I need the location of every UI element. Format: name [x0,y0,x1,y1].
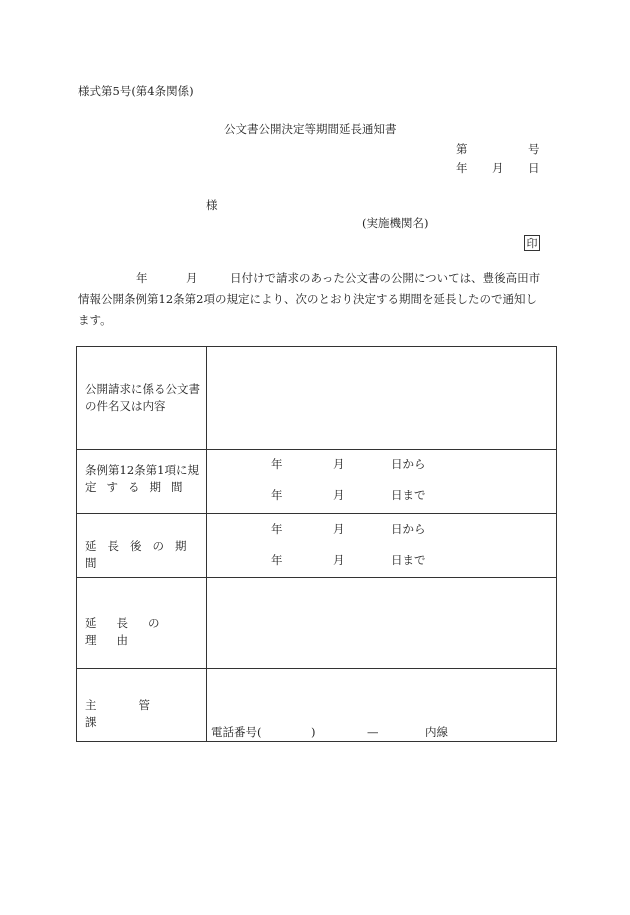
label-ordinance-period [85,462,200,496]
period2-from-day: 日から [391,522,426,536]
row-divider [77,449,556,450]
period2-to-day: 日まで [391,553,426,567]
period2-from-year: 年 [271,522,283,536]
row-divider [77,513,556,514]
phone-label: 電話番号( [211,725,262,739]
label-line: 公開請求に係る公文書 [85,382,200,396]
label-extension-reason: 延長の理由 [85,616,180,647]
label-line: 定する期間 [85,480,193,494]
label-document-subject [85,381,200,415]
notice-table [76,346,557,742]
label-department: 主管課 [85,698,192,729]
date-year: 年 [456,161,468,175]
row-divider [77,577,556,578]
table-column-divider [206,347,207,741]
document-title: 公文書公開決定等期間延長通知書 [224,122,397,136]
label-extended-period: 延長後の期間 [85,539,198,570]
period1-from-month: 月 [333,457,345,471]
phone-dash: — [367,725,379,739]
sender-agency: (実施機関名) [362,216,429,230]
phone-close-paren: ) [311,725,316,739]
label-line: 条例第12条第1項に規 [85,463,199,477]
doc-number-prefix: 第 [456,142,468,156]
body-line2: 情報公開条例第12条第2項の規定により、次のとおり決定する期間を延長したので通知し [78,292,537,306]
phone-extension: 内線 [425,725,448,739]
period1-from-year: 年 [271,457,283,471]
period2-to-year: 年 [271,553,283,567]
doc-number-suffix: 号 [528,142,540,156]
period2-to-month: 月 [333,553,345,567]
row-divider [77,668,556,669]
body-line1: 日付けで請求のあった公文書の公開については、豊後高田市 [230,271,541,285]
date-month: 月 [492,161,504,175]
date-day: 日 [528,161,540,175]
body-year: 年 [136,271,148,285]
body-month: 月 [186,271,198,285]
label-line [85,398,200,415]
form-number: 様式第5号(第4条関係) [78,84,194,98]
seal-mark: 印 [524,235,540,251]
period1-from-day: 日から [391,457,426,471]
period2-from-month: 月 [333,522,345,536]
addressee-honorific: 様 [206,198,218,212]
label-text: の件名又は内容 [85,399,166,413]
period1-to-month: 月 [333,488,345,502]
body-line3: ます。 [78,313,112,327]
period1-to-year: 年 [271,488,283,502]
period1-to-day: 日まで [391,488,426,502]
